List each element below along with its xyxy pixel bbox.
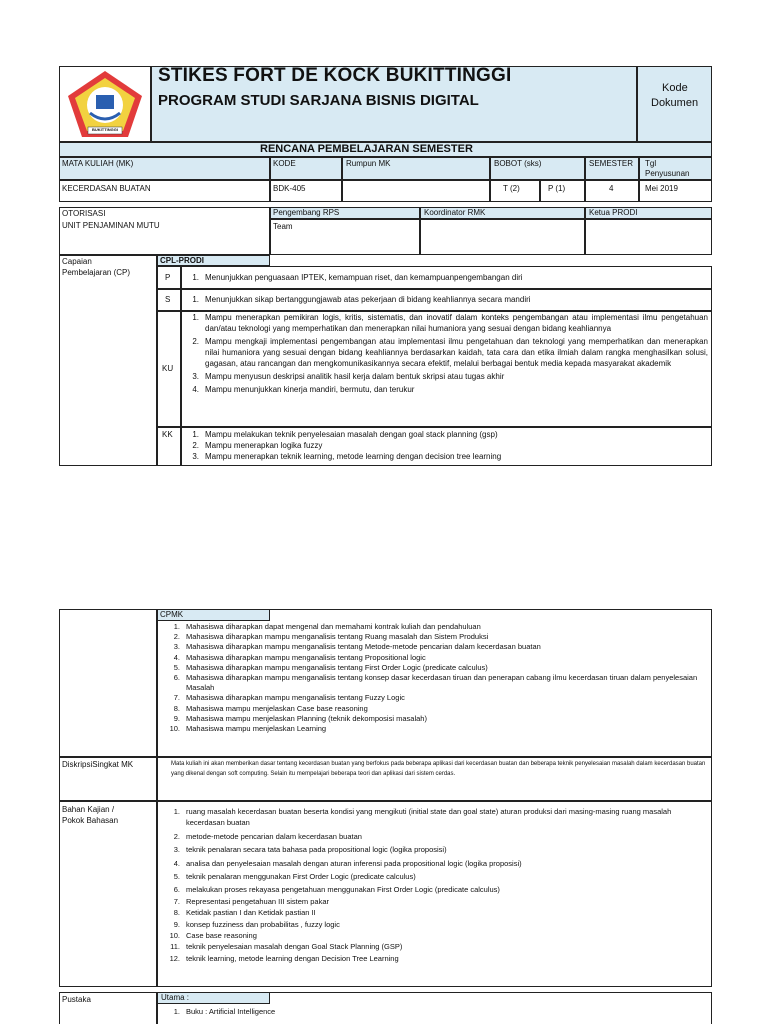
list-item: 1. Mampu melakukan teknik penyelesaian masalah dengan goal stack planning (gsp)	[192, 430, 498, 439]
s-code: S	[165, 295, 171, 304]
bahan-label-2: Pokok Bahasan	[62, 816, 119, 825]
cpmk-left-cell	[59, 609, 157, 757]
list-item: 11. teknik penyelesaian masalah dengan Goal Stack Planning (GSP)	[170, 942, 403, 952]
list-item: 3. teknik penalaran secara tata bahasa pada propositional logic (logika proposisi)	[173, 845, 447, 855]
cpmk-list	[160, 622, 708, 734]
p-code: P	[165, 273, 171, 282]
kode-dokumen-label: Kode	[662, 82, 688, 94]
utama-label: Utama :	[161, 993, 190, 1002]
semester-value: 4	[609, 184, 614, 193]
bahan-list	[160, 806, 708, 964]
list-item: 9. Mahasiswa mampu menjelaskan Planning (teknik dekomposisi masalah)	[173, 713, 427, 723]
pustaka-label: Pustaka	[62, 995, 91, 1004]
tgl-value: Mei 2019	[645, 184, 678, 193]
cp-s-list	[183, 294, 708, 305]
upm-label: UNIT PENJAMINAN MUTU	[62, 221, 160, 230]
rps-title: RENCANA PEMBELAJARAN SEMESTER	[260, 143, 473, 155]
list-item: 7. Representasi pengetahuan III sistem pakar	[173, 896, 330, 906]
deskripsi-label: DiskripsiSingkat MK	[62, 760, 134, 769]
list-item: 2. metode-metode pencarian dalam kecerdasan buatan	[173, 831, 362, 841]
list-item: 5. Mahasiswa diharapkan mampu menganalisis tentang First Order Logic (predicate calculus)	[173, 662, 488, 672]
list-item: 4. Mahasiswa diharapkan mampu menganalisis tentang Propositional logic	[173, 652, 426, 662]
list-item: 1. ruang masalah kecerdasan buatan beserta kondisi yang mengikuti (initial state dan goal state) aturan produksi dari masing-masing ruang masalah kecerdasan buatan	[173, 807, 672, 828]
rumpun-header: Rumpun MK	[346, 159, 391, 168]
bobot-header: BOBOT (sks)	[494, 159, 542, 168]
list-item: 3. Mampu menerapkan teknik learning, metode learning dengan decision tree learning	[192, 452, 502, 461]
list-item: 8. Mahasiswa mampu menjelaskan Case base reasoning	[173, 703, 368, 713]
program-name: PROGRAM STUDI SARJANA BISNIS DIGITAL	[158, 92, 479, 109]
semester-header: SEMESTER	[589, 159, 634, 168]
list-item: 1. Mampu menerapkan pemikiran logis, kritis, sistematis, dan inovatif dalam konteks pengembangan atau implementasi ilmu pengetahuan dan/atau teknologi yang memperhatikan dan menerapkan nilai humaniora yang sesuai dengan bidang keahliannya	[192, 313, 708, 333]
otorisasi-label: OTORISASI	[62, 209, 106, 218]
kode-dokumen-label-2: Dokumen	[651, 97, 699, 109]
list-item: 10. Mahasiswa mampu menjelaskan Learning	[169, 724, 327, 734]
cp-label-cell	[59, 255, 157, 466]
bahan-label-cell	[59, 801, 157, 987]
logo-text: BUKITTINGGI	[92, 127, 118, 132]
list-item: 1. Menunjukkan penguasaan IPTEK, kemampuan riset, dan kemampuanpengembangan diri	[192, 273, 523, 282]
list-item: 8. Ketidak pastian I dan Ketidak pastian II	[173, 908, 316, 918]
deskripsi-text: Mata kuliah ini akan memberikan dasar tentang kecerdasan buatan yang berfokus pada beberapa aplikasi dari kecerdasan buatan dan beberapa teknik penyelesaian masalah dalam kecerdasan buatan yang dikenal dengan soft computing. Selain itu mempelajari beberapa teori dan aplikasi dari sistem cerdas.	[171, 761, 706, 777]
p-value: P (1)	[548, 184, 566, 193]
cp-ku-list	[183, 312, 708, 395]
t-value: T (2)	[503, 184, 520, 193]
cpl-header: CPL-PRODI	[160, 256, 204, 265]
list-item: 6. melakukan proses rekayasa pengetahuan menggunakan First Order Logic (predicate calculus)	[173, 885, 500, 895]
mk-header: MATA KULIAH (MK)	[62, 159, 134, 168]
koordinator-value-cell	[420, 219, 585, 255]
institution-name: STIKES FORT DE KOCK BUKITTINGGI	[158, 65, 512, 86]
list-item: 1. Buku : Artificial Intelligence	[173, 1007, 276, 1016]
list-item: 7. Mahasiswa diharapkan mampu menganalisis tentang Fuzzy Logic	[173, 693, 405, 703]
ketua-header: Ketua PRODI	[589, 208, 638, 217]
institution-logo	[66, 69, 144, 139]
bahan-label: Bahan Kajian /	[62, 805, 115, 814]
ku-code: KU	[162, 364, 174, 373]
list-item: 1. Menunjukkan sikap bertanggungjawab atas pekerjaan di bidang keahliannya secara mandiri	[192, 295, 531, 304]
kode-value: BDK-405	[273, 184, 306, 193]
pengembang-header: Pengembang RPS	[273, 208, 340, 217]
rumpun-value-cell	[342, 180, 490, 202]
koordinator-header: Koordinator RMK	[424, 208, 486, 217]
list-item: 2. Mampu mengkaji implementasi pengembangan atau implementasi ilmu pengetahuan dan teknologi yang memperhatikan dan menerapkan nilai humaniora yang sesuai dengan bidang keahliannya berdasarkan kaidah, tata cara dan etika ilmiah dalam rangka menghasilkan solusi, gagasan, atau rancangan dan mengkomunikasikannya secara efektif, melalui berbagai bentuk media kepada masyarakat akademik	[192, 337, 708, 368]
team-value: Team	[273, 222, 293, 231]
ketua-value-cell	[585, 219, 712, 255]
list-item: 3. Mampu menyusun deskripsi analitik hasil kerja dalam bentuk skripsi atau tugas akhir	[192, 372, 505, 381]
list-item: 12. teknik learning, metode learning dengan Decision Tree Learning	[169, 953, 399, 963]
list-item: 1. Mahasiswa diharapkan dapat mengenal dan memahami kontrak kuliah dan pendahuluan	[173, 622, 481, 631]
tgl-header-2: Penyusunan	[645, 169, 690, 178]
cp-label-2: Pembelajaran (CP)	[62, 268, 131, 277]
tgl-header: Tgl	[645, 159, 657, 168]
list-item: 6. Mahasiswa diharapkan mampu menganalisis tentang konsep dasar kecerdasan tiruan dan penerapan cabang ilmu kecerdasan tiruan dalam penyelesaian Masalah	[173, 673, 698, 693]
list-item: 4. analisa dan penyelesaian masalah dengan aturan inferensi pada propositional logic (logika proposisi)	[173, 858, 522, 868]
cp-label: Capaian	[62, 257, 92, 266]
list-item: 5. teknik penalaran menggunakan First Order Logic (predicate calculus)	[173, 872, 416, 882]
pustaka-list	[160, 1006, 708, 1017]
list-item: 4. Mampu menunjukkan kinerja mandiri, bermutu, dan terukur	[192, 385, 415, 394]
kk-code: KK	[162, 430, 173, 439]
mk-value: KECERDASAN BUATAN	[62, 184, 151, 193]
cpmk-header: CPMK	[160, 610, 184, 619]
list-item: 3. Mahasiswa diharapkan mampu menganalisis tentang Metode-metode pencarian dalam kecerdasan buatan	[173, 642, 541, 652]
cp-kk-list	[183, 429, 708, 462]
list-item: 9. konsep fuzziness dan probabilitas , fuzzy logic	[173, 919, 340, 929]
cp-p-list	[183, 272, 708, 283]
list-item: 2. Mampu menerapkan logika fuzzy	[192, 441, 323, 450]
list-item: 10. Case base reasoning	[169, 931, 257, 941]
list-item: 2. Mahasiswa diharapkan mampu menganalisis tentang Ruang masalah dan Sistem Produksi	[173, 632, 489, 642]
kode-header: KODE	[273, 159, 296, 168]
